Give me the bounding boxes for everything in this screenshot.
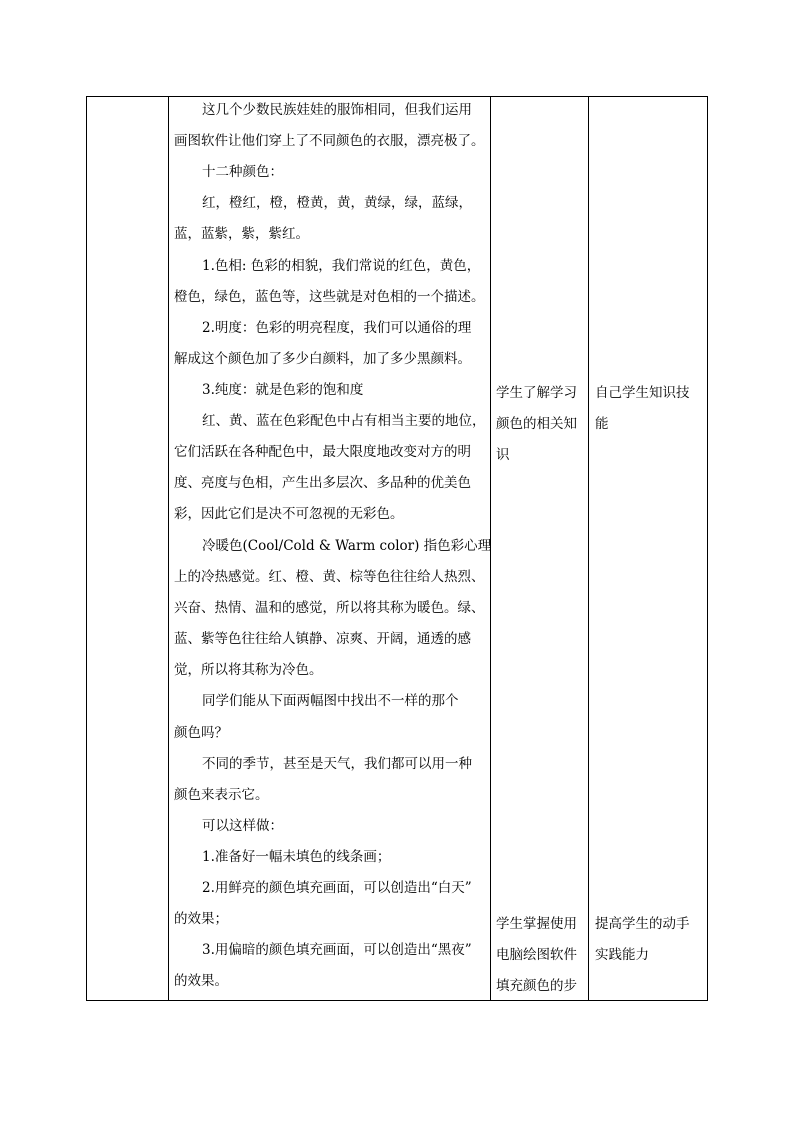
content-line: 1.色相: 色彩的相貌，我们常说的红色，黄色， xyxy=(202,258,481,274)
content-line: 可以这样做： xyxy=(202,818,283,834)
column-divider-1 xyxy=(168,96,169,1001)
table-left-border xyxy=(86,96,87,1001)
content-line: 蓝、紫等色往往给人镇静、凉爽、开阔，通透的感 xyxy=(174,631,471,647)
student-activity-line: 填充颜色的步 xyxy=(496,978,577,994)
design-intent-line: 提高学生的动手 xyxy=(595,916,690,932)
content-line: 颜色来表示它。 xyxy=(174,787,269,803)
content-line: 红，橙红，橙，橙黄，黄，黄绿，绿，蓝绿， xyxy=(202,195,472,211)
content-line: 1.准备好一幅未填色的线条画； xyxy=(202,849,391,865)
content-line: 红、黄、蓝在色彩配色中占有相当主要的地位， xyxy=(202,413,486,429)
table-bottom-border xyxy=(86,1000,708,1001)
design-intent-line: 能 xyxy=(595,416,609,432)
content-line: 它们活跃在各种配色中，最大限度地改变对方的明 xyxy=(174,444,471,460)
content-line: 颜色吗？ xyxy=(174,725,228,741)
content-line: 彩，因此它们是决不可忽视的无彩色。 xyxy=(174,506,404,522)
content-line: 的效果。 xyxy=(174,973,228,989)
content-line: 蓝，蓝紫，紫，紫红。 xyxy=(174,226,309,242)
content-line: 冷暖色(Cool/Cold & Warm color) 指色彩心理 xyxy=(202,538,492,554)
content-line: 2.用鲜亮的颜色填充画面，可以创造出“白天” xyxy=(202,880,472,896)
table-right-border xyxy=(707,96,708,1001)
content-line: 上的冷热感觉。红、橙、黄、棕等色往往给人热烈、 xyxy=(174,569,485,585)
content-line: 这几个少数民族娃娃的服饰相同，但我们运用 xyxy=(202,102,472,118)
content-line: 2.明度：色彩的明亮程度，我们可以通俗的理 xyxy=(202,320,472,336)
student-activity-line: 颜色的相关知 xyxy=(496,416,577,432)
content-line: 橙色，绿色，蓝色等，这些就是对色相的一个描述。 xyxy=(174,289,485,305)
content-line: 不同的季节，甚至是天气，我们都可以用一种 xyxy=(202,756,472,772)
content-line: 兴奋、热情、温和的感觉，所以将其称为暖色。绿、 xyxy=(174,600,485,616)
content-line: 十二种颜色： xyxy=(202,164,283,180)
student-activity-line: 学生了解学习 xyxy=(496,385,577,401)
student-activity-line: 识 xyxy=(496,447,510,463)
student-activity-line: 学生掌握使用 xyxy=(496,916,577,932)
content-line: 画图软件让他们穿上了不同颜色的衣服，漂亮极了。 xyxy=(174,133,485,149)
content-line: 解成这个颜色加了多少白颜料，加了多少黑颜料。 xyxy=(174,351,471,367)
content-line: 3.纯度：就是色彩的饱和度 xyxy=(202,382,364,398)
content-line: 同学们能从下面两幅图中找出不一样的那个 xyxy=(202,693,459,709)
content-line: 度、亮度与色相，产生出多层次、多品种的优美色 xyxy=(174,475,471,491)
content-line: 3.用偏暗的颜色填充画面，可以创造出“黑夜” xyxy=(202,942,472,958)
design-intent-line: 实践能力 xyxy=(595,947,649,963)
content-line: 的效果； xyxy=(174,911,228,927)
column-divider-3 xyxy=(588,96,589,1001)
design-intent-line: 自己学生知识技 xyxy=(595,385,690,401)
student-activity-line: 电脑绘图软件 xyxy=(496,947,577,963)
content-line: 觉，所以将其称为冷色。 xyxy=(174,662,323,678)
